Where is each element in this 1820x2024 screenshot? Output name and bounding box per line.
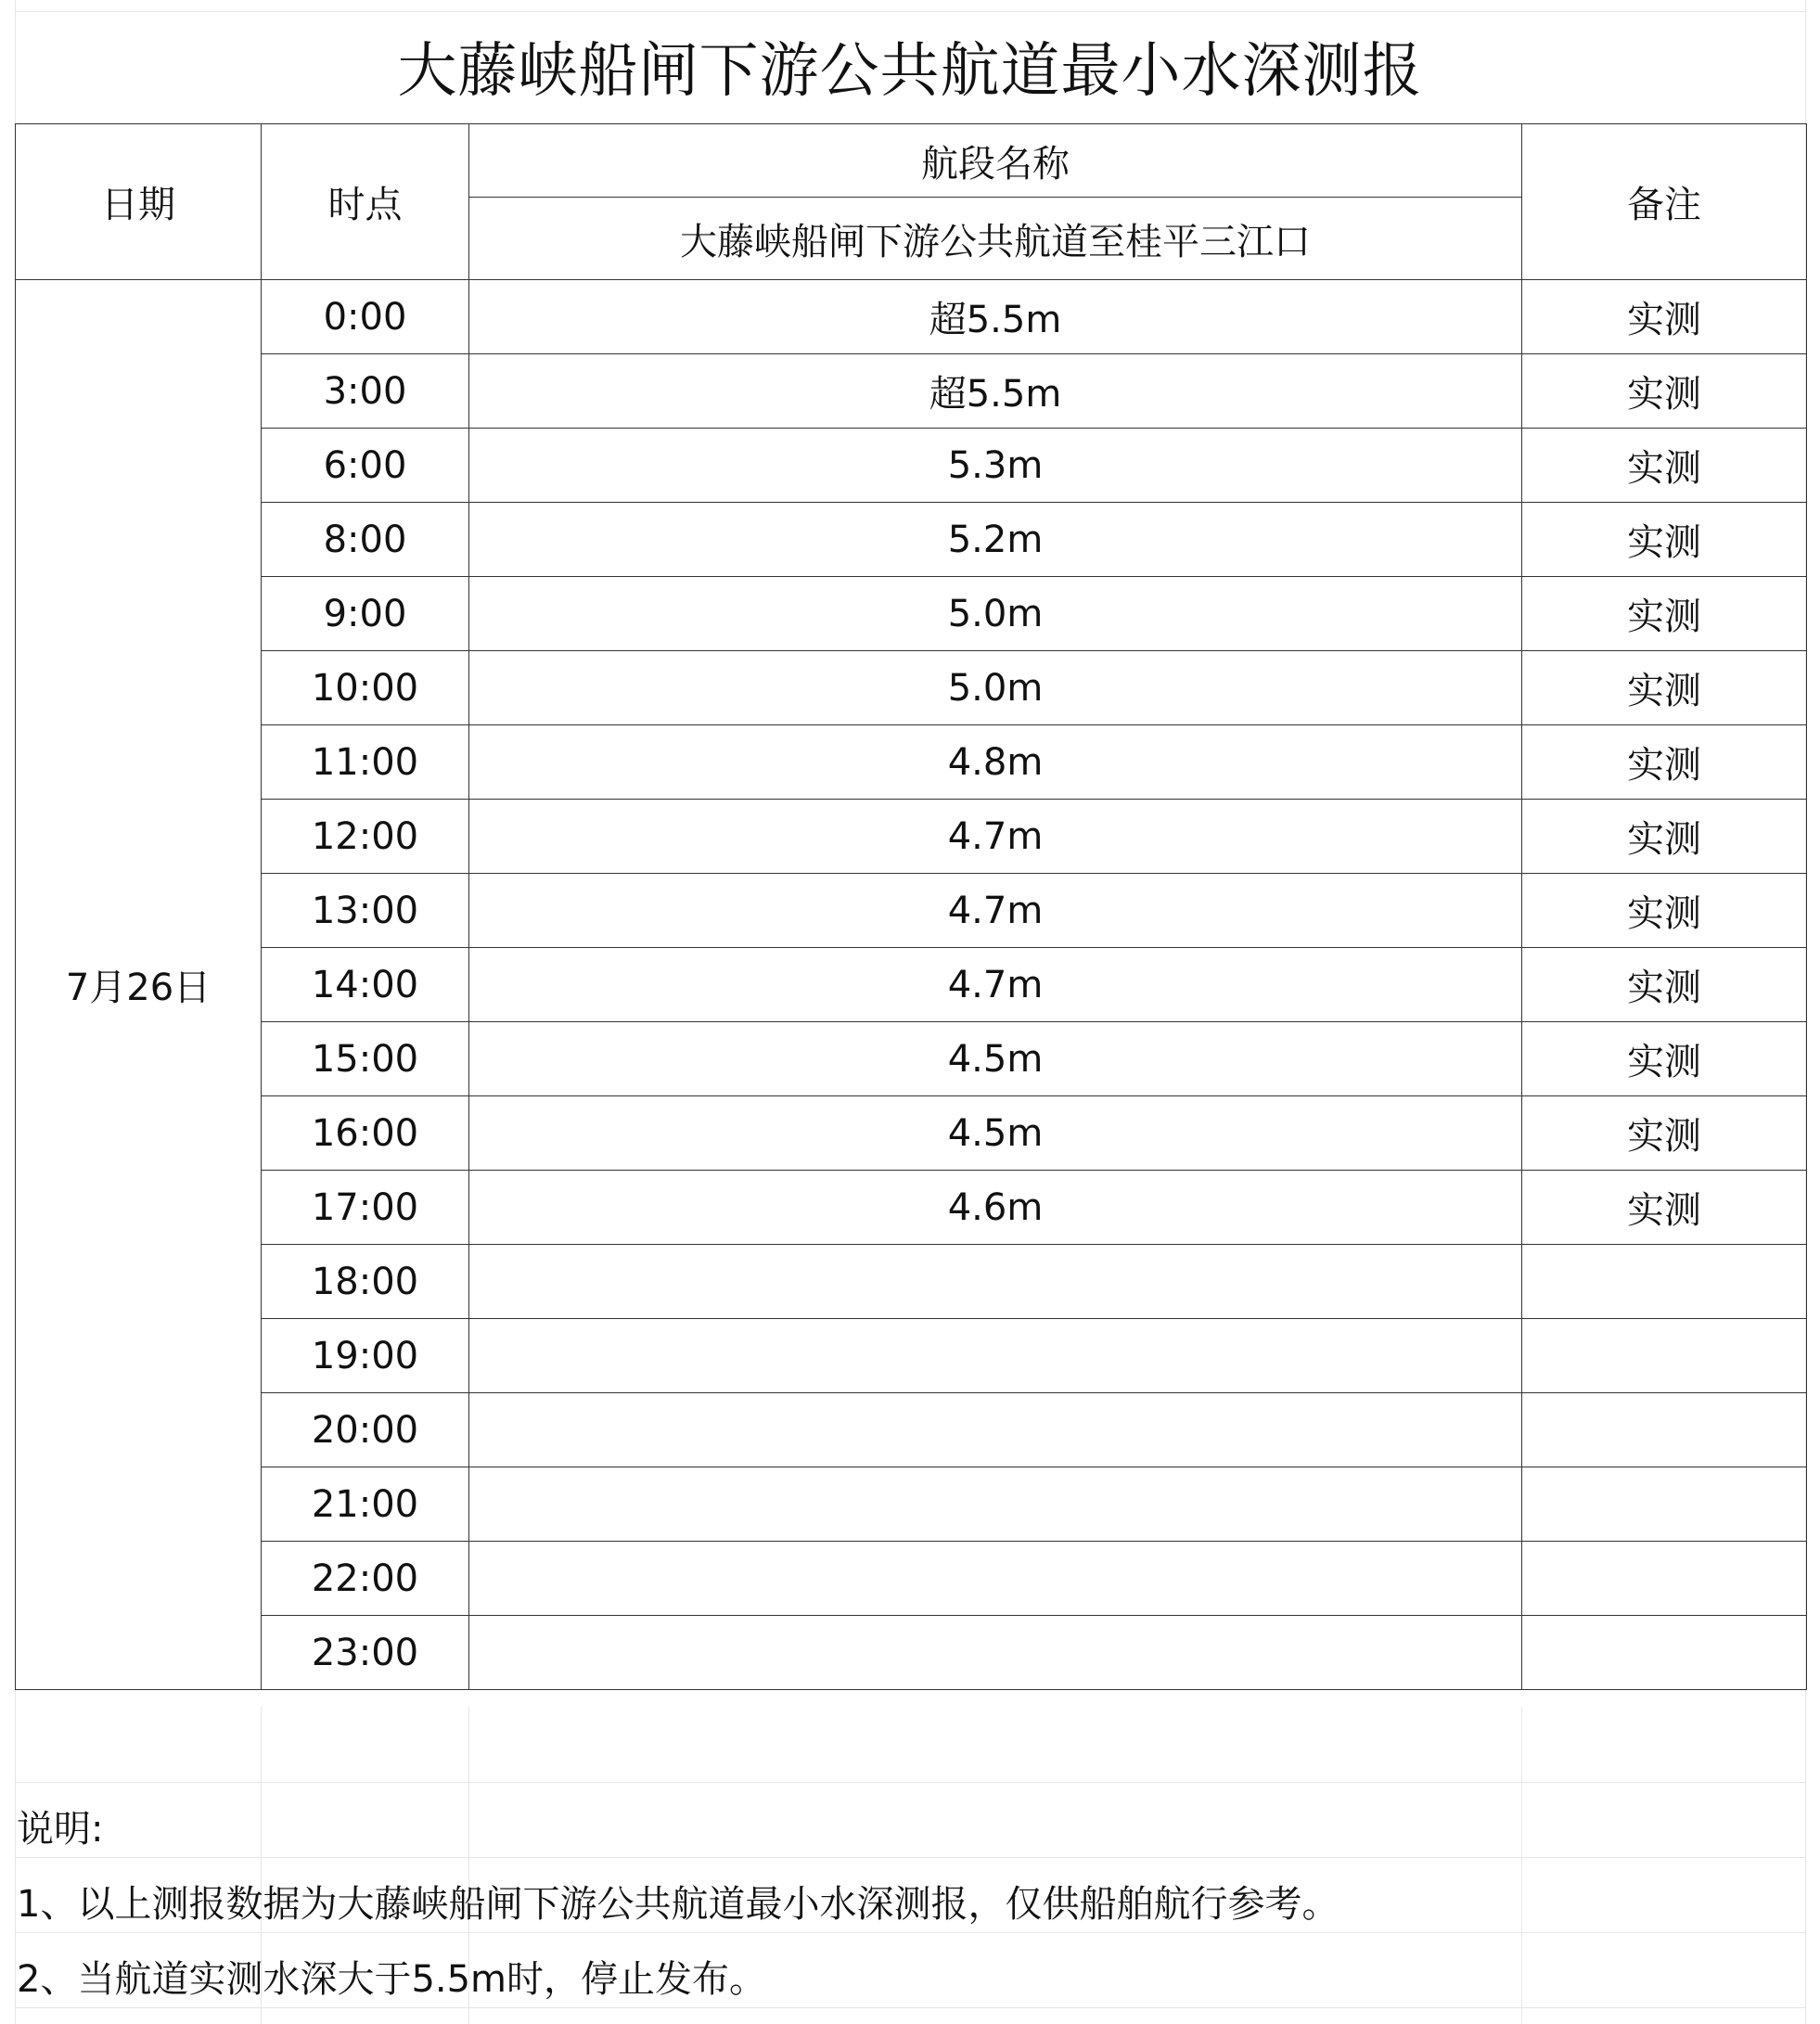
table-row [16,1022,1807,1096]
header-section-name[interactable]: 大藤峡船闸下游公共航道至桂平三江口 [469,198,1522,280]
time-cell[interactable]: 22:00 [262,1542,469,1616]
time-cell[interactable]: 12:00 [262,800,469,874]
table-row [16,1319,1807,1393]
note-line-2: 2、当航道实测水深大于5.5m时，停止发布。 [17,1958,767,2001]
remark-cell[interactable]: 实测 [1522,280,1807,354]
time-cell[interactable]: 0:00 [262,280,469,354]
time-cell[interactable]: 13:00 [262,874,469,948]
depth-cell[interactable]: 5.2m [469,503,1522,577]
table-row [16,354,1807,429]
table-row [16,429,1807,503]
time-cell[interactable]: 20:00 [262,1393,469,1467]
depth-cell[interactable]: 4.8m [469,725,1522,800]
remark-cell[interactable] [1522,1245,1807,1319]
depth-report-table [15,123,1807,1690]
time-cell[interactable]: 6:00 [262,429,469,503]
remark-cell[interactable] [1522,1616,1807,1690]
depth-cell[interactable]: 5.3m [469,429,1522,503]
table-row [16,1542,1807,1616]
remark-cell[interactable] [1522,1393,1807,1467]
table-row [16,948,1807,1022]
remark-cell[interactable]: 实测 [1522,354,1807,429]
depth-cell[interactable] [469,1616,1522,1690]
table-row [16,651,1807,725]
time-cell[interactable]: 10:00 [262,651,469,725]
remark-cell[interactable]: 实测 [1522,874,1807,948]
depth-cell[interactable]: 4.5m [469,1096,1522,1171]
remark-cell[interactable]: 实测 [1522,800,1807,874]
note-line-1: 1、以上测报数据为大藤峡船闸下游公共航道最小水深测报，仅供船舶航行参考。 [17,1883,1339,1926]
depth-cell[interactable]: 4.7m [469,800,1522,874]
table-row [16,874,1807,948]
time-cell[interactable]: 21:00 [262,1467,469,1542]
time-cell[interactable]: 18:00 [262,1245,469,1319]
table-row [16,725,1807,800]
remark-cell[interactable]: 实测 [1522,948,1807,1022]
header-time[interactable]: 时点 [262,124,469,280]
remark-cell[interactable] [1522,1319,1807,1393]
gridline [1521,1707,1522,2024]
table-row [16,280,1807,354]
time-cell[interactable]: 8:00 [262,503,469,577]
notes-heading: 说明: [17,1808,104,1851]
gridline [15,2007,1805,2008]
remark-cell[interactable]: 实测 [1522,1022,1807,1096]
gridline [15,1782,1805,1783]
time-cell[interactable]: 17:00 [262,1171,469,1245]
remark-cell[interactable] [1522,1467,1807,1542]
depth-cell[interactable] [469,1393,1522,1467]
table-row [16,1171,1807,1245]
depth-cell[interactable]: 4.6m [469,1171,1522,1245]
depth-cell[interactable] [469,1245,1522,1319]
report-title: 大藤峡船闸下游公共航道最小水深测报 [397,37,1423,106]
time-cell[interactable]: 16:00 [262,1096,469,1171]
remark-cell[interactable]: 实测 [1522,651,1807,725]
table-row [16,503,1807,577]
table-row [16,1616,1807,1690]
depth-cell[interactable]: 超5.5m [469,354,1522,429]
remark-cell[interactable]: 实测 [1522,429,1807,503]
table-row [16,1096,1807,1171]
remark-cell[interactable]: 实测 [1522,725,1807,800]
time-cell[interactable]: 14:00 [262,948,469,1022]
gridline [15,1932,1805,1933]
gridline [15,1857,1805,1858]
time-cell[interactable]: 15:00 [262,1022,469,1096]
time-cell[interactable]: 9:00 [262,577,469,651]
header-date[interactable]: 日期 [16,124,262,280]
time-cell[interactable]: 23:00 [262,1616,469,1690]
depth-cell[interactable] [469,1542,1522,1616]
header-section-group[interactable]: 航段名称 [469,124,1522,198]
time-cell[interactable]: 19:00 [262,1319,469,1393]
depth-cell[interactable]: 5.0m [469,651,1522,725]
depth-cell[interactable]: 超5.5m [469,280,1522,354]
remark-cell[interactable] [1522,1542,1807,1616]
remark-cell[interactable]: 实测 [1522,1096,1807,1171]
table-row [16,800,1807,874]
table-row [16,1393,1807,1467]
header-remark[interactable]: 备注 [1522,124,1807,280]
depth-cell[interactable]: 4.7m [469,874,1522,948]
depth-cell[interactable] [469,1467,1522,1542]
date-cell[interactable]: 7月26日 [16,280,262,1690]
time-cell[interactable]: 11:00 [262,725,469,800]
remark-cell[interactable]: 实测 [1522,503,1807,577]
depth-cell[interactable]: 4.7m [469,948,1522,1022]
remark-cell[interactable]: 实测 [1522,577,1807,651]
depth-cell[interactable]: 5.0m [469,577,1522,651]
time-cell[interactable]: 3:00 [262,354,469,429]
header-row [16,124,1807,198]
table-row [16,577,1807,651]
table-row [16,1467,1807,1542]
depth-cell[interactable] [469,1319,1522,1393]
remark-cell[interactable]: 实测 [1522,1171,1807,1245]
table-row [16,1245,1807,1319]
depth-cell[interactable]: 4.5m [469,1022,1522,1096]
